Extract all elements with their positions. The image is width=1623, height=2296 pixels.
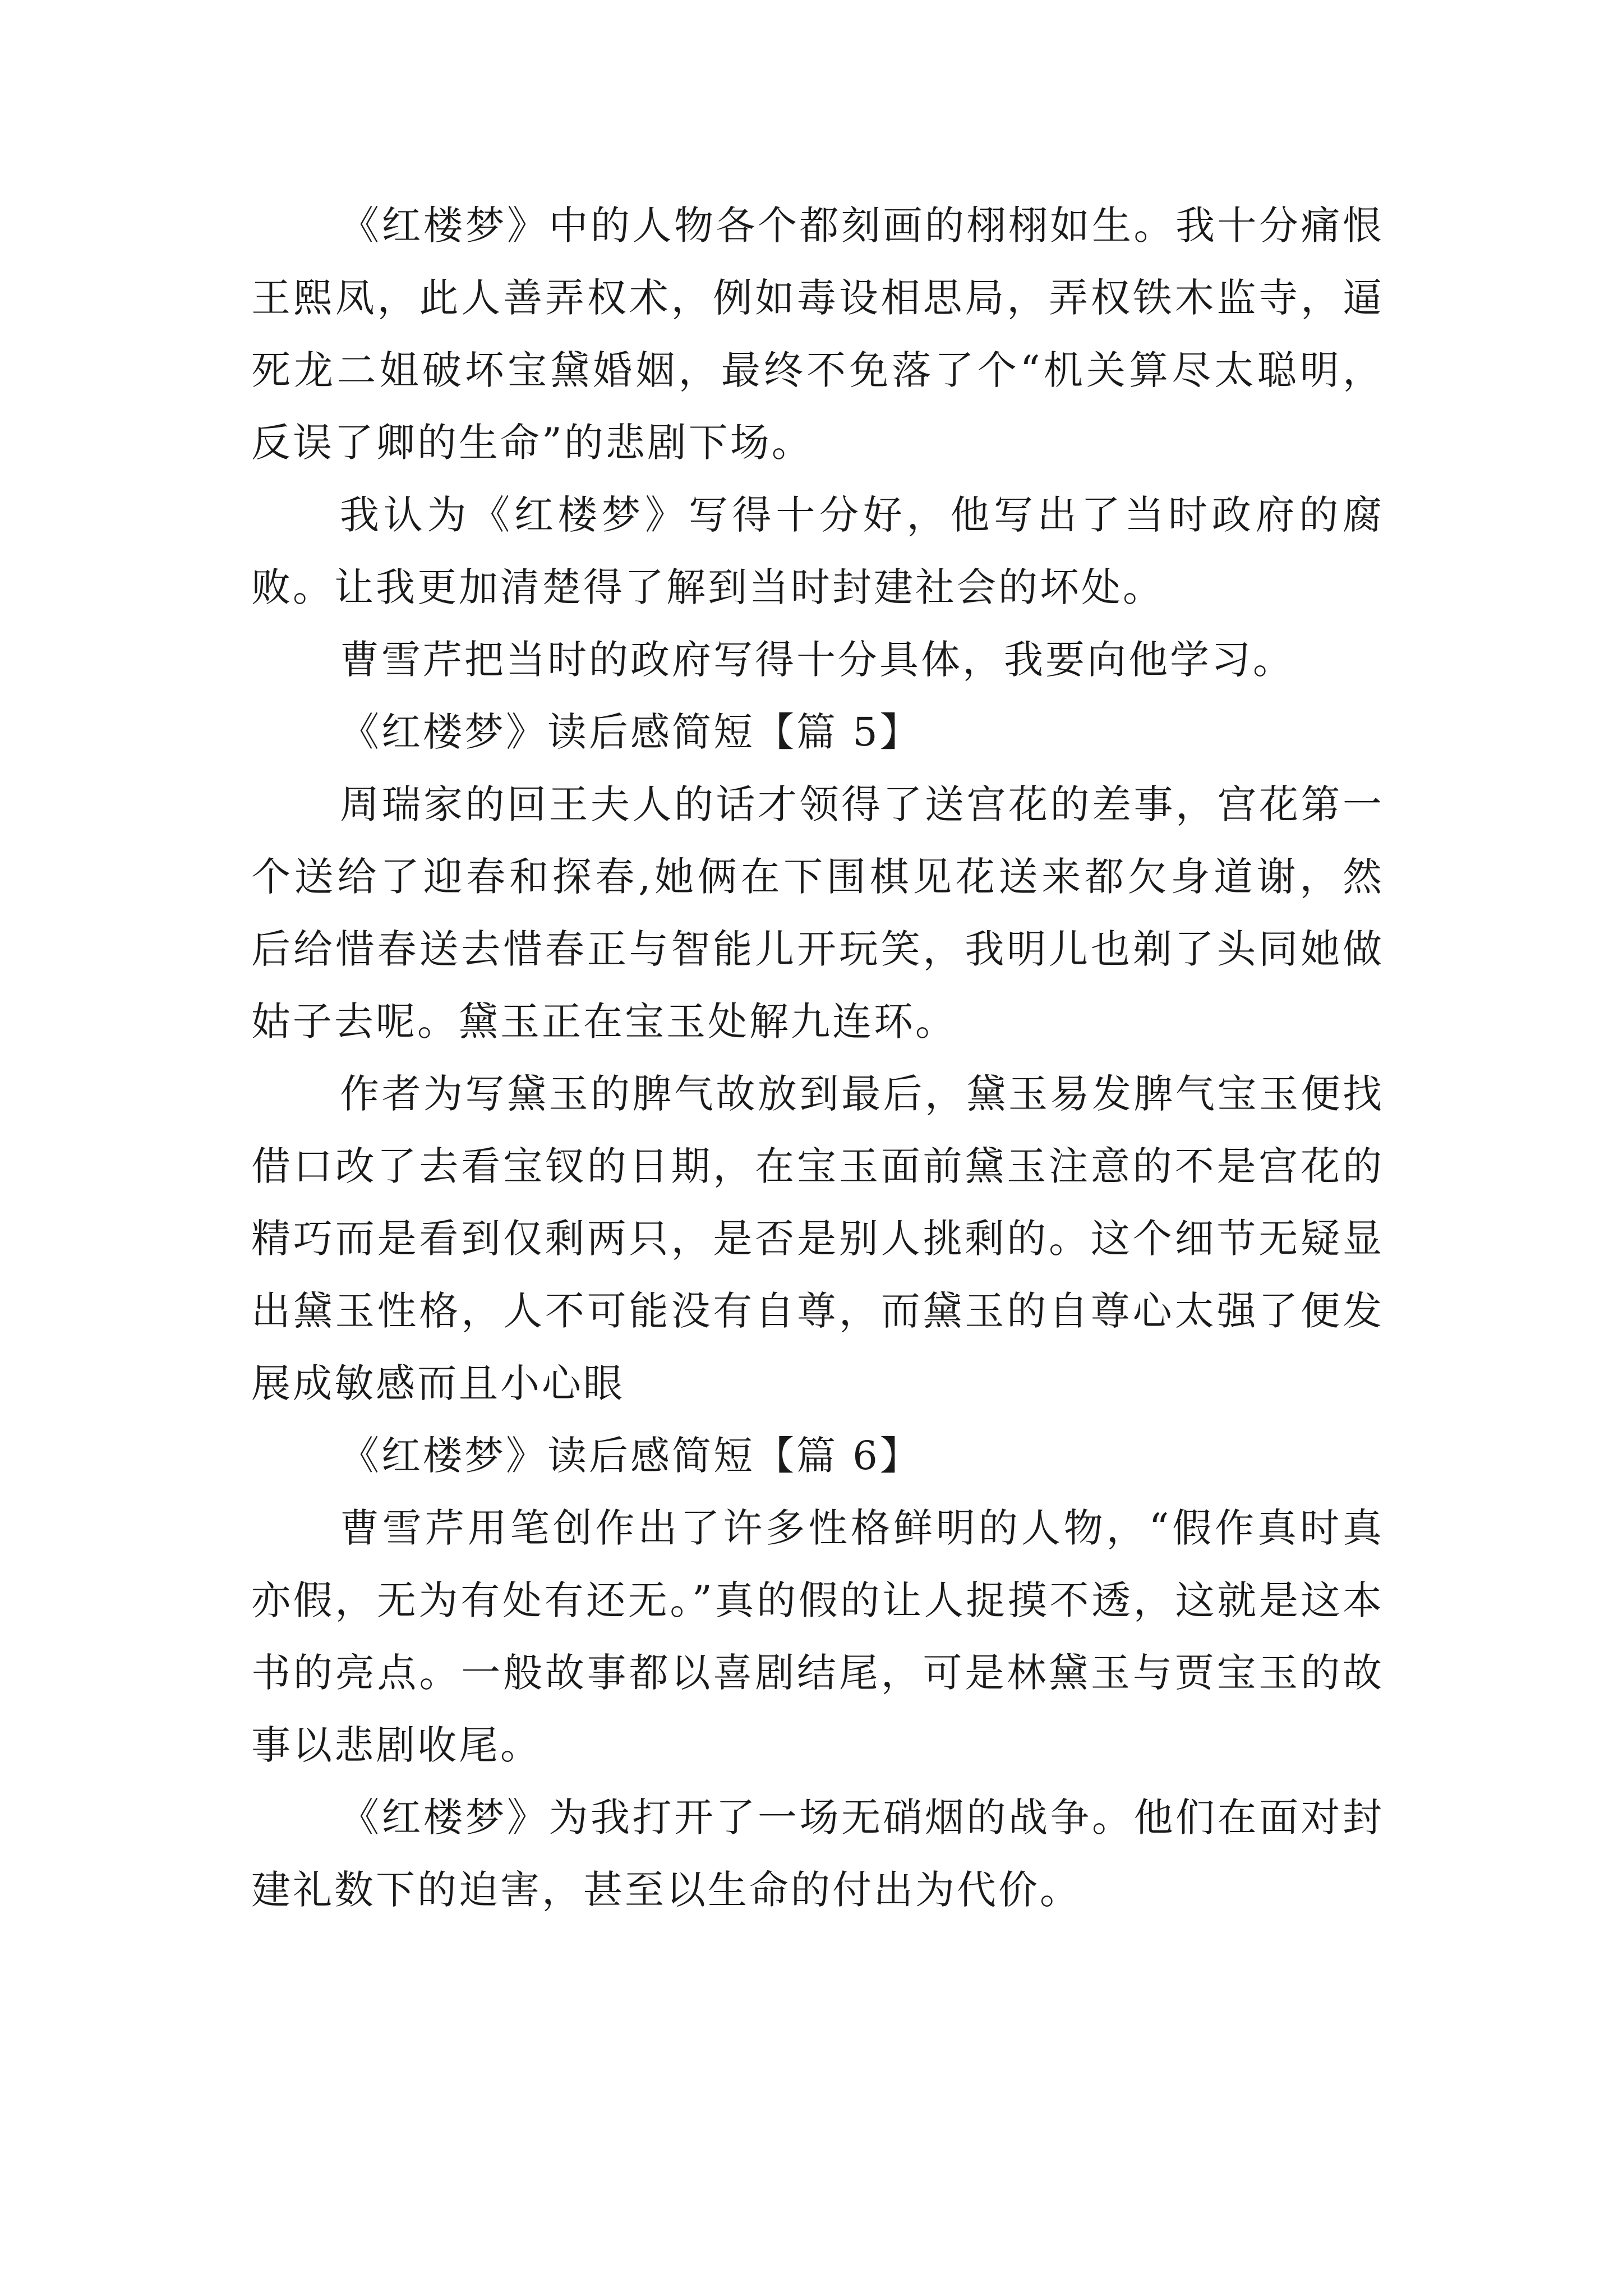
paragraph: 曹雪芹用笔创作出了许多性格鲜明的人物，“假作真时真亦假，无为有处有还无。”真的假的让人捉摸不透，这就是这本书的亮点。一般故事都以喜剧结尾，可是林黛玉与贾宝玉的故事以悲剧收尾。 <box>251 1505 1384 1768</box>
document-body <box>251 190 1384 1926</box>
paragraph: 我认为《红楼梦》写得十分好，他写出了当时政府的腐败。让我更加清楚得了解到当时封建社会的坏处。 <box>251 492 1384 610</box>
paragraph: 作者为写黛玉的脾气故放到最后，黛玉易发脾气宝玉便找借口改了去看宝钗的日期，在宝玉面前黛玉注意的不是宫花的精巧而是看到仅剩两只，是否是别人挑剩的。这个细节无疑显出黛玉性格，人不可能没有自尊，而黛玉的自尊心太强了便发展成敏感而且小心眼 <box>251 1071 1384 1406</box>
paragraph: 《红楼梦》为我打开了一场无硝烟的战争。他们在面对封建礼数下的迫害，甚至以生命的付出为代价。 <box>251 1795 1384 1913</box>
section-heading: 《红楼梦》读后感简短【篇 5】 <box>340 709 921 755</box>
paragraph: 曹雪芹把当时的政府写得十分具体，我要向他学习。 <box>340 637 1294 683</box>
paragraph: 周瑞家的回王夫人的话才领得了送宫花的差事，宫花第一个送给了迎春和探春,她俩在下围棋见花送来都欠身道谢，然后给惜春送去惜春正与智能儿开玩笑，我明儿也剃了头同她做姑子去呢。黛玉正在宝玉处解九连环。 <box>251 781 1384 1045</box>
section-heading: 《红楼梦》读后感简短【篇 6】 <box>340 1433 921 1479</box>
paragraph: 《红楼梦》中的人物各个都刻画的栩栩如生。我十分痛恨王熙凤，此人善弄权术，例如毒设相思局，弄权铁木监寺，逼死龙二姐破坏宝黛婚姻，最终不免落了个“机关算尽太聪明，反误了卿的生命”的悲剧下场。 <box>251 203 1384 466</box>
